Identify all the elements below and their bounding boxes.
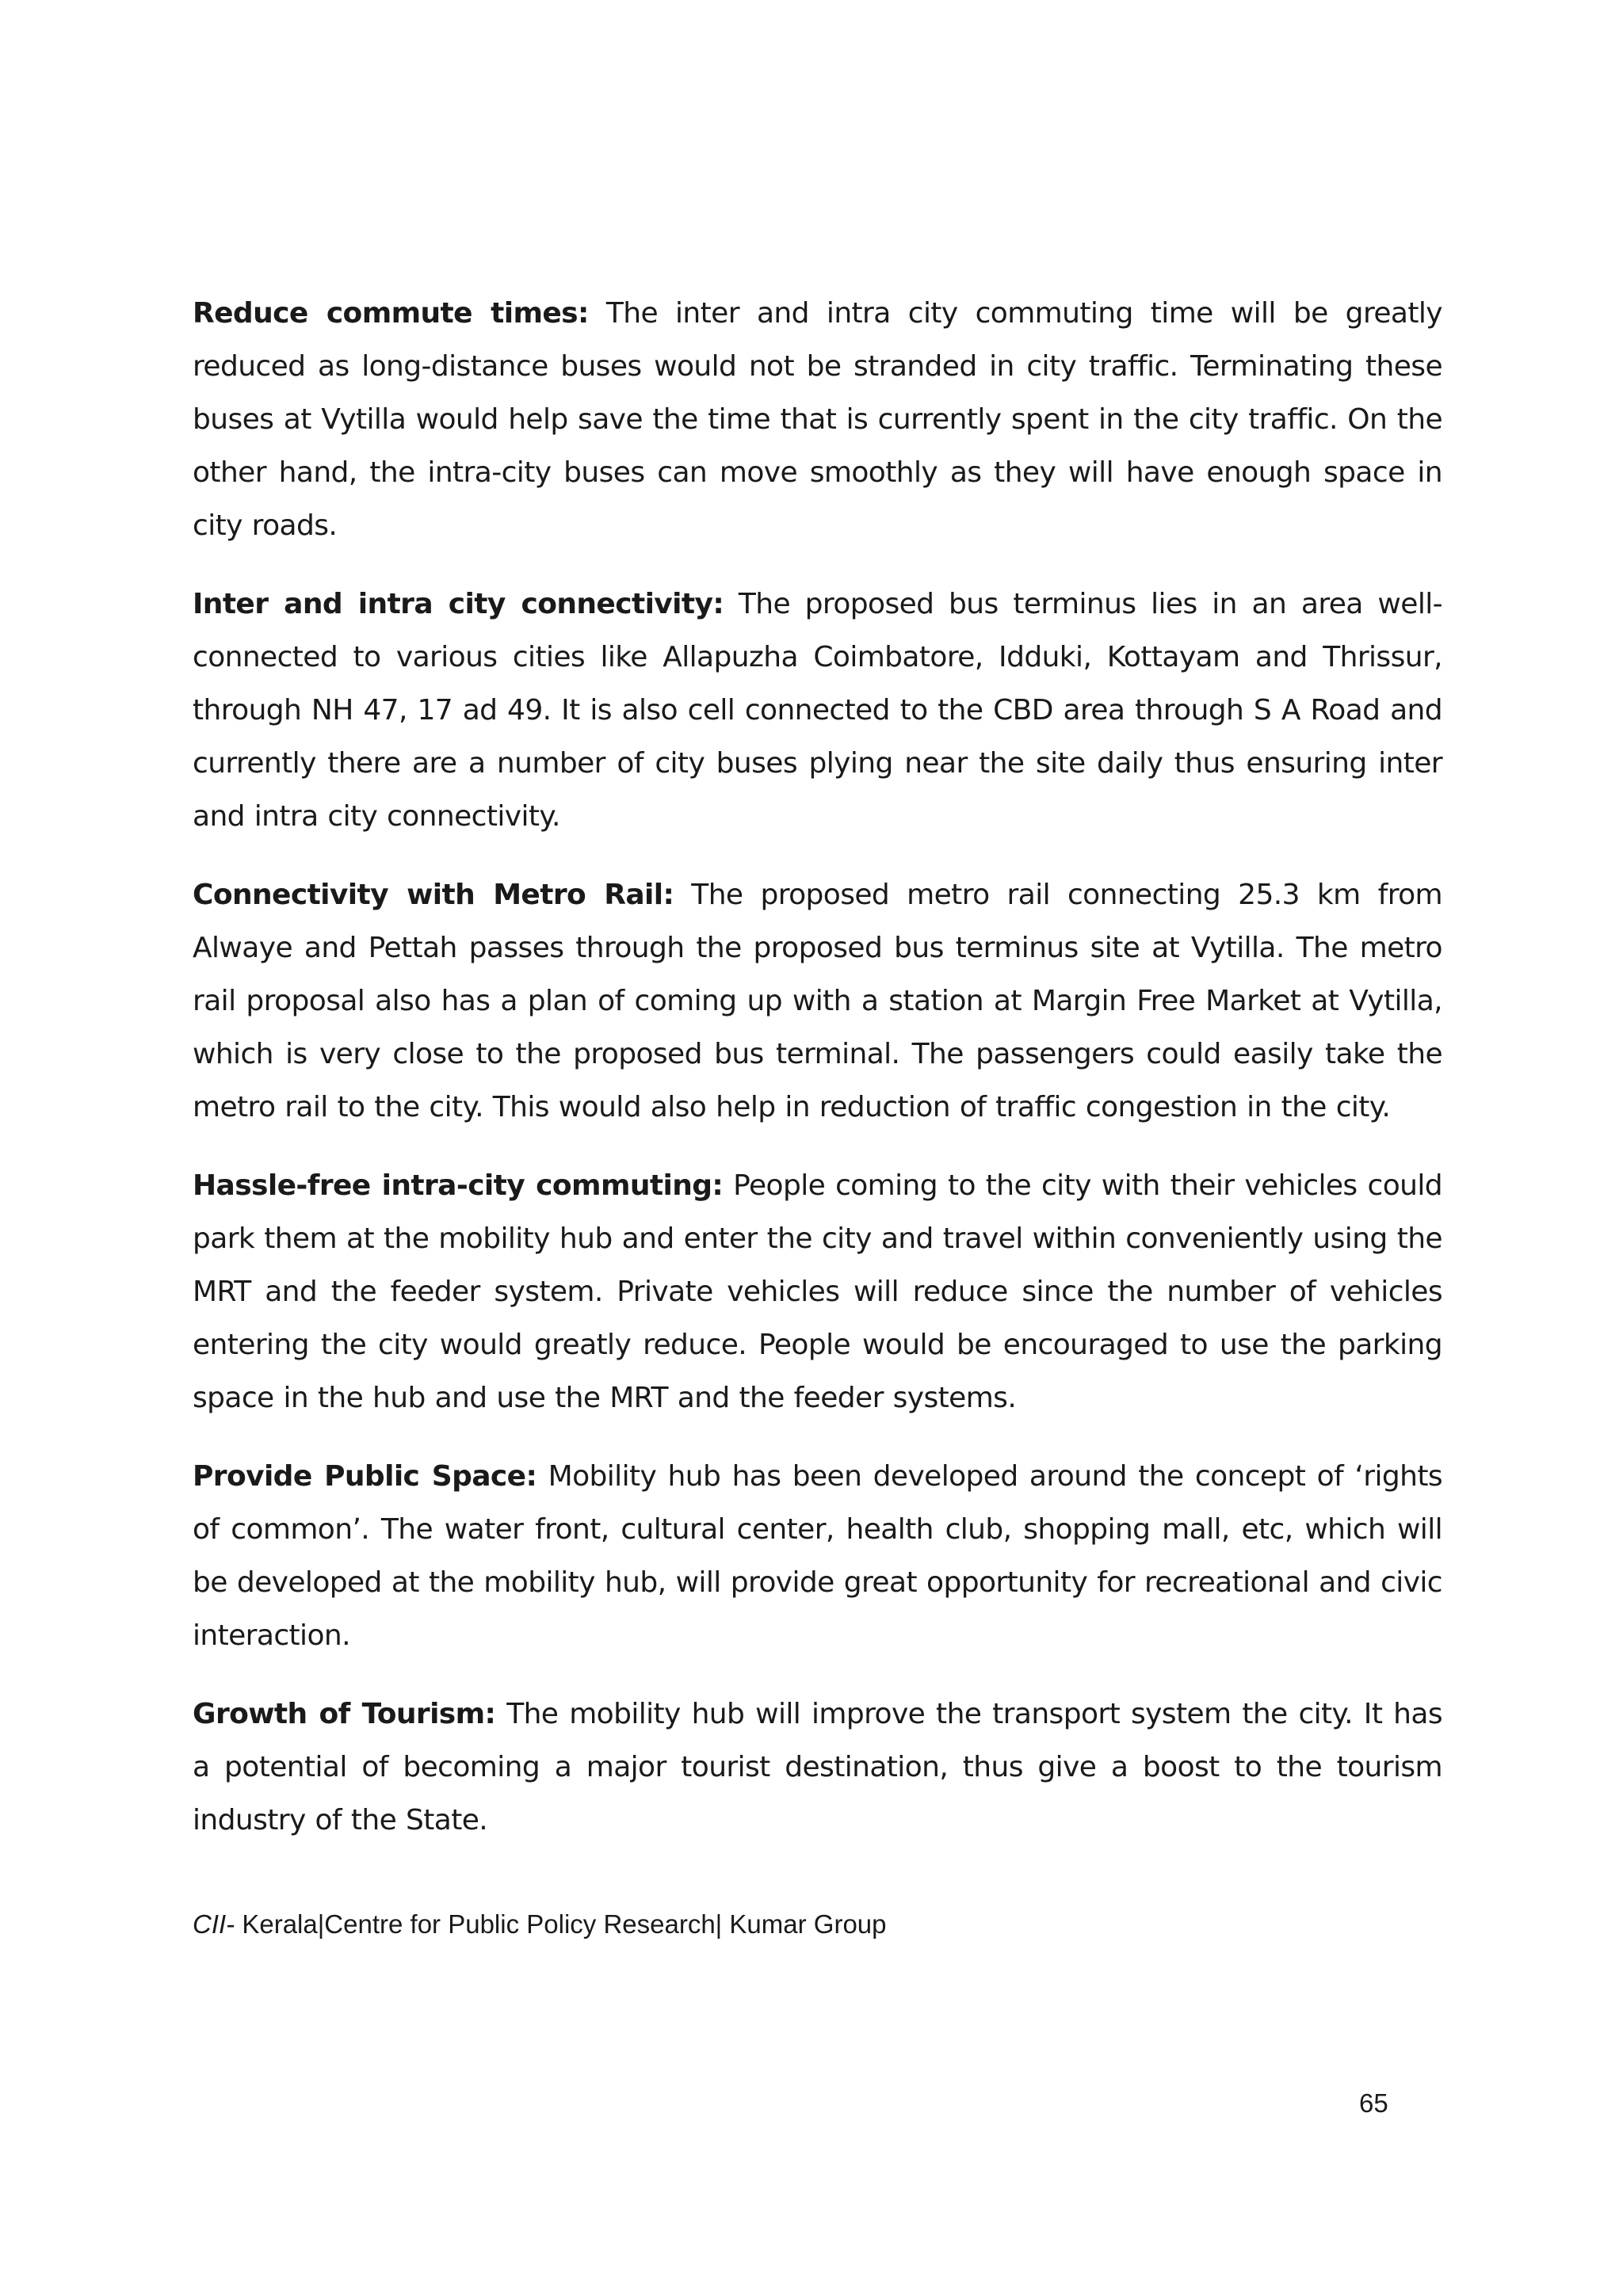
paragraph-heading: Inter and intra city connectivity: — [193, 588, 724, 620]
paragraph-text: Mobility hub has been developed around the concept of ‘rights of common’. The water front, cultural center, health club, shopping mall, etc, which will be developed at the mobility hub, will provide great opportunity for recreational and civic interaction. — [193, 1460, 1442, 1652]
paragraph-heading: Growth of Tourism: — [193, 1698, 496, 1730]
paragraph-heading: Connectivity with Metro Rail: — [193, 879, 674, 911]
page-content — [193, 287, 1442, 1872]
paragraph-text: People coming to the city with their vehicles could park them at the mobility hub and enter the city and travel within conveniently using the MRT and the feeder system. Private vehicles will reduce since the number of vehicles entering the city would greatly reduce. People would be encouraged to use the parking space in the hub and use the MRT and the feeder systems. — [193, 1169, 1442, 1414]
page-number: 65 — [1359, 2088, 1388, 2118]
paragraph-public-space — [193, 1450, 1442, 1662]
paragraph-text: The mobility hub will improve the transport system the city. It has a potential of becoming a major tourist destination, thus give a boost to the tourism industry of the State. — [193, 1698, 1443, 1836]
paragraph-heading: Provide Public Space: — [193, 1460, 537, 1493]
paragraph-text: The proposed bus terminus lies in an area well-connected to various cities like Allapuzha Coimbatore, Idduki, Kottayam and Thrissur, through NH 47, 17 ad 49. It is also cell connected to the CBD area through S A Road and currently there are a number of city buses plying near the site daily thus ensuring inter and intra city connectivity. — [193, 588, 1443, 833]
paragraph-hassle-free-commuting — [193, 1159, 1442, 1425]
paragraph-inter-intra-connectivity — [193, 578, 1442, 843]
paragraph-metro-rail-connectivity — [193, 868, 1442, 1134]
paragraph-heading: Hassle-free intra-city commuting: — [193, 1169, 724, 1202]
page-footer — [193, 1909, 887, 1939]
paragraph-heading: Reduce commute times: — [193, 297, 589, 330]
paragraph-text: The inter and intra city commuting time will be greatly reduced as long-distance buses would not be stranded in city traffic. Terminating these buses at Vytilla would help save the time that is currently spent in the city traffic. On the other hand, the intra-city buses can move smoothly as they will have enough space in city roads. — [193, 297, 1442, 542]
paragraph-growth-of-tourism — [193, 1688, 1442, 1847]
footer-org-prefix: CII- — [193, 1909, 235, 1939]
paragraph-text: The proposed metro rail connecting 25.3 km from Alwaye and Pettah passes through the proposed bus terminus site at Vytilla. The metro rail proposal also has a plan of coming up with a station at Margin Free Market at Vytilla, which is very close to the proposed bus terminal. The passengers could easily take the metro rail to the city. This would also help in reduction of traffic congestion in the city. — [193, 879, 1442, 1123]
paragraph-reduce-commute-times — [193, 287, 1442, 552]
footer-org-text: Kerala|Centre for Public Policy Research| Kumar Group — [235, 1909, 887, 1939]
